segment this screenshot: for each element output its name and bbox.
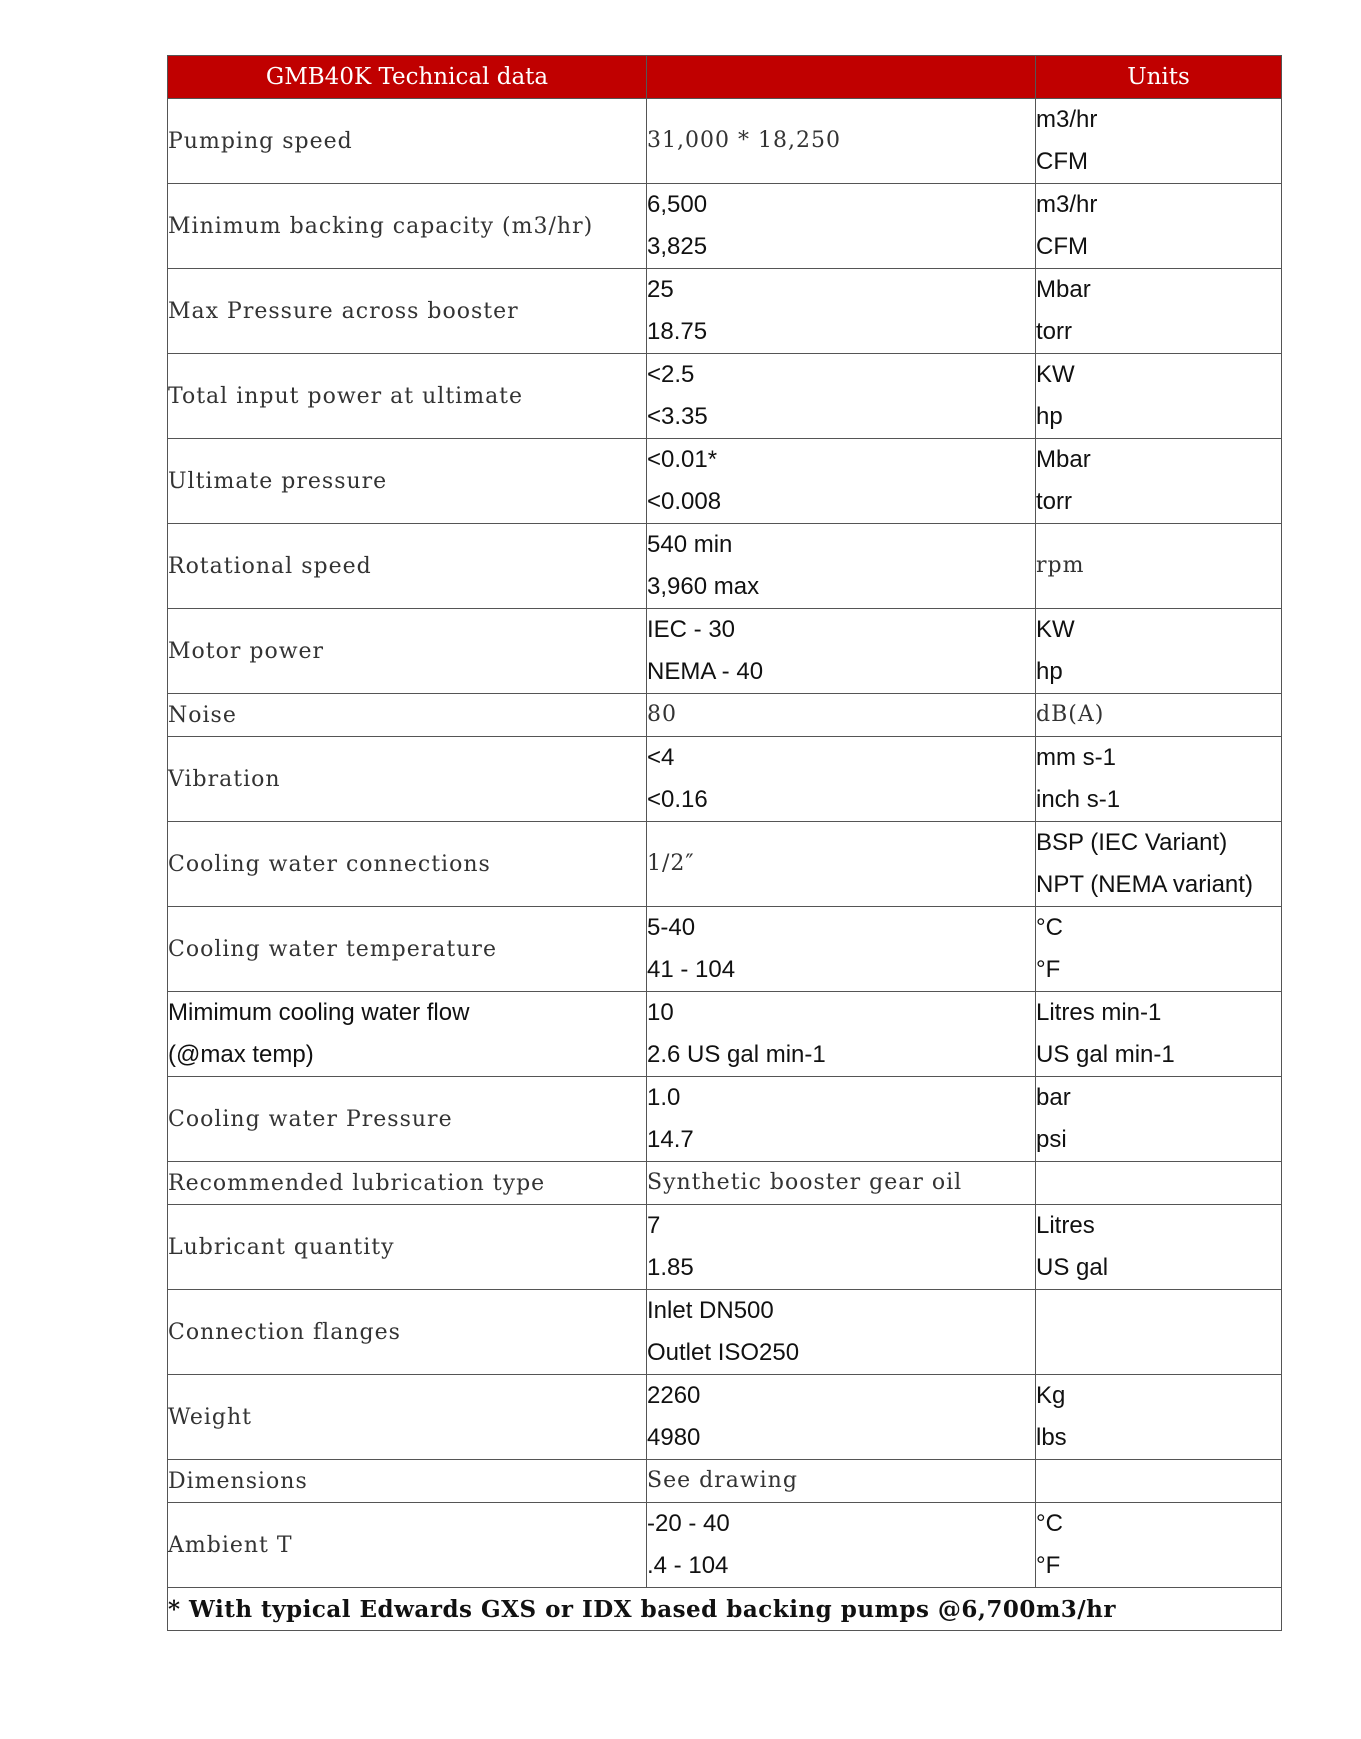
unit-line: psi: [1036, 1126, 1067, 1153]
unit-line: lbs: [1036, 1424, 1067, 1451]
units-column-header: Units: [1036, 56, 1282, 99]
value-line: Synthetic booster gear oil: [647, 1170, 963, 1195]
unit-line: NPT (NEMA variant): [1036, 871, 1253, 898]
unit-line: CFM: [1036, 148, 1088, 175]
unit-line: Kg: [1036, 1382, 1066, 1409]
parameter-cell: Ambient T: [168, 1503, 647, 1588]
value-line: 18.75: [647, 318, 708, 345]
value-line: 2.6 US gal min-1: [647, 1041, 826, 1068]
table-body: [168, 99, 1282, 1588]
parameter-cell: Rotational speed: [168, 524, 647, 609]
unit-cell: [1036, 354, 1282, 439]
value-cell: [647, 269, 1036, 354]
unit-line: °F: [1036, 1552, 1061, 1579]
value-line: 7: [647, 1212, 661, 1239]
value-cell: [647, 354, 1036, 439]
parameter-cell: Vibration: [168, 737, 647, 822]
table-row: [168, 439, 1282, 524]
value-line: 5-40: [647, 914, 696, 941]
unit-line: CFM: [1036, 233, 1088, 260]
table-title: GMB40K Technical data: [168, 56, 647, 99]
unit-line: Mbar: [1036, 446, 1091, 473]
value-line: 25: [647, 276, 674, 303]
value-cell: [647, 694, 1036, 737]
value-column-header: [647, 56, 1036, 99]
table-row: [168, 1290, 1282, 1375]
value-line: 6,500: [647, 191, 708, 218]
value-line: <3.35: [647, 403, 708, 430]
unit-line: US gal min-1: [1036, 1041, 1175, 1068]
parameter-label-line: (@max temp): [168, 1041, 314, 1068]
value-line: -20 - 40: [647, 1510, 730, 1537]
unit-cell: [1036, 99, 1282, 184]
table-header-row: [168, 56, 1282, 99]
value-line: See drawing: [647, 1468, 798, 1493]
value-line: 3,960 max: [647, 573, 760, 600]
table-row: [168, 737, 1282, 822]
parameter-label-line: Mimimum cooling water flow: [168, 999, 470, 1026]
parameter-cell: Dimensions: [168, 1460, 647, 1503]
unit-line: KW: [1036, 361, 1075, 388]
table-row: [168, 1375, 1282, 1460]
value-line: <0.16: [647, 786, 708, 813]
value-cell: [647, 184, 1036, 269]
value-line: <0.008: [647, 488, 722, 515]
value-line: 540 min: [647, 531, 733, 558]
unit-line: hp: [1036, 403, 1063, 430]
parameter-cell: Pumping speed: [168, 99, 647, 184]
unit-cell: [1036, 269, 1282, 354]
unit-line: °C: [1036, 914, 1063, 941]
parameter-cell: Recommended lubrication type: [168, 1162, 647, 1205]
table-row: [168, 1205, 1282, 1290]
unit-line: dB(A): [1036, 702, 1105, 727]
technical-data-table: [167, 55, 1282, 1631]
unit-cell: [1036, 1290, 1282, 1375]
value-line: NEMA - 40: [647, 658, 764, 685]
unit-line: bar: [1036, 1084, 1071, 1111]
value-line: IEC - 30: [647, 616, 736, 643]
value-cell: [647, 609, 1036, 694]
unit-cell: [1036, 907, 1282, 992]
unit-line: torr: [1036, 318, 1072, 345]
unit-cell: [1036, 992, 1282, 1077]
parameter-cell: Cooling water temperature: [168, 907, 647, 992]
unit-line: Litres min-1: [1036, 999, 1162, 1026]
unit-line: BSP (IEC Variant): [1036, 829, 1228, 856]
unit-line: US gal: [1036, 1254, 1109, 1281]
unit-line: m3/hr: [1036, 191, 1098, 218]
value-line: .4 - 104: [647, 1552, 729, 1579]
table-row: [168, 524, 1282, 609]
value-cell: [647, 1205, 1036, 1290]
unit-line: °C: [1036, 1510, 1063, 1537]
unit-line: Mbar: [1036, 276, 1091, 303]
value-cell: [647, 992, 1036, 1077]
value-line: Outlet ISO250: [647, 1339, 800, 1366]
unit-line: m3/hr: [1036, 106, 1098, 133]
unit-cell: [1036, 1205, 1282, 1290]
parameter-cell: Cooling water connections: [168, 822, 647, 907]
unit-line: mm s-1: [1036, 744, 1116, 771]
value-cell: [647, 822, 1036, 907]
unit-cell: [1036, 524, 1282, 609]
table-row: [168, 822, 1282, 907]
unit-line: torr: [1036, 488, 1072, 515]
table-row: [168, 1162, 1282, 1205]
value-line: 80: [647, 702, 677, 727]
parameter-cell: [168, 992, 647, 1077]
parameter-cell: Ultimate pressure: [168, 439, 647, 524]
value-cell: [647, 524, 1036, 609]
footnote-row: [168, 1588, 1282, 1631]
unit-cell: [1036, 1503, 1282, 1588]
value-line: <4: [647, 744, 675, 771]
parameter-cell: Max Pressure across booster: [168, 269, 647, 354]
parameter-cell: Total input power at ultimate: [168, 354, 647, 439]
table-row: [168, 184, 1282, 269]
unit-cell: [1036, 822, 1282, 907]
unit-line: Litres: [1036, 1212, 1095, 1239]
value-cell: [647, 439, 1036, 524]
value-cell: [647, 1290, 1036, 1375]
table-row: [168, 269, 1282, 354]
value-cell: [647, 1460, 1036, 1503]
table-row: [168, 1077, 1282, 1162]
footnote: * With typical Edwards GXS or IDX based backing pumps @6,700m3/hr: [168, 1588, 1282, 1631]
unit-line: inch s-1: [1036, 786, 1121, 813]
parameter-cell: Noise: [168, 694, 647, 737]
value-line: 14.7: [647, 1126, 694, 1153]
table-row: [168, 1460, 1282, 1503]
value-line: <2.5: [647, 361, 695, 388]
unit-cell: [1036, 1460, 1282, 1503]
value-line: 1.0: [647, 1084, 681, 1111]
value-cell: [647, 737, 1036, 822]
unit-line: °F: [1036, 956, 1061, 983]
unit-cell: [1036, 694, 1282, 737]
table-row: [168, 694, 1282, 737]
parameter-cell: Lubricant quantity: [168, 1205, 647, 1290]
value-line: 2260: [647, 1382, 701, 1409]
unit-line: KW: [1036, 616, 1075, 643]
parameter-cell: Motor power: [168, 609, 647, 694]
unit-line: hp: [1036, 658, 1063, 685]
unit-cell: [1036, 609, 1282, 694]
parameter-cell: Minimum backing capacity (m3/hr): [168, 184, 647, 269]
unit-line: rpm: [1036, 553, 1085, 578]
value-line: 4980: [647, 1424, 701, 1451]
table-row: [168, 907, 1282, 992]
value-line: 3,825: [647, 233, 708, 260]
value-cell: [647, 907, 1036, 992]
unit-cell: [1036, 737, 1282, 822]
parameter-cell: Weight: [168, 1375, 647, 1460]
unit-cell: [1036, 184, 1282, 269]
value-line: 41 - 104: [647, 956, 736, 983]
unit-cell: [1036, 1375, 1282, 1460]
value-cell: [647, 1162, 1036, 1205]
value-line: 1/2″: [647, 851, 695, 876]
value-line: Inlet DN500: [647, 1297, 774, 1324]
table-row: [168, 354, 1282, 439]
unit-cell: [1036, 1077, 1282, 1162]
value-cell: [647, 1375, 1036, 1460]
value-line: 1.85: [647, 1254, 694, 1281]
table-row: [168, 992, 1282, 1077]
unit-cell: [1036, 1162, 1282, 1205]
parameter-cell: Cooling water Pressure: [168, 1077, 647, 1162]
table-row: [168, 609, 1282, 694]
value-line: <0.01*: [647, 446, 718, 473]
value-cell: [647, 1077, 1036, 1162]
value-cell: [647, 1503, 1036, 1588]
table-row: [168, 1503, 1282, 1588]
value-line: 10: [647, 999, 674, 1026]
parameter-cell: Connection flanges: [168, 1290, 647, 1375]
value-cell: [647, 99, 1036, 184]
table-row: [168, 99, 1282, 184]
value-line: 31,000 * 18,250: [647, 128, 841, 153]
unit-cell: [1036, 439, 1282, 524]
